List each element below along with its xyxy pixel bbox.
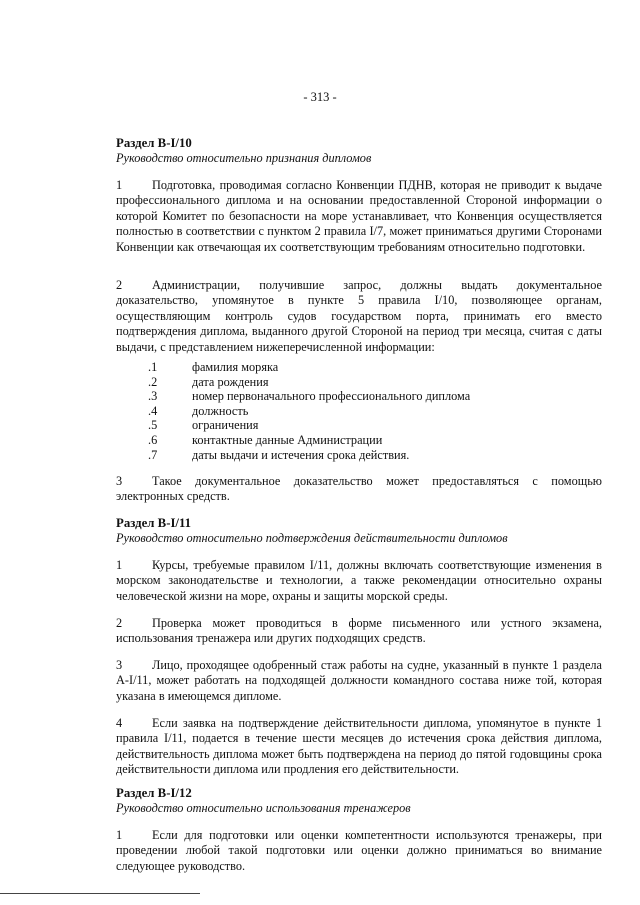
section-heading: Раздел B-I/12	[116, 786, 192, 800]
paragraph-text: Проверка может проводиться в форме письменного или устного экзамена, использования тренажера или других подходящих средств.	[116, 616, 602, 646]
list-item	[148, 433, 470, 448]
list-item	[148, 404, 470, 419]
paragraph-number: 1	[116, 178, 123, 192]
section-heading: Раздел B-I/11	[116, 516, 192, 530]
list-item-text: дата рождения	[192, 374, 269, 389]
paragraph-number: 4	[116, 716, 123, 730]
paragraph-number: 2	[116, 616, 123, 630]
section-subheading: Руководство относительно признания дипломов	[116, 151, 372, 166]
section-b-i-12-header	[116, 786, 602, 817]
paragraph	[116, 278, 602, 355]
list-item-text: фамилия моряка	[192, 360, 279, 374]
paragraph-number: 2	[116, 278, 123, 292]
paragraph-text: Такое документальное доказательство может предоставляться с помощью электронных средств.	[116, 474, 602, 504]
paragraph-number: 1	[116, 558, 123, 572]
list-item-number: .4	[148, 403, 158, 418]
paragraph-text: Если для подготовки или оценки компетентности используются тренажеры, при проведении любой такой подготовки или оценки должно приниматься во внимание следующее руководство.	[116, 828, 602, 873]
paragraph	[116, 658, 602, 704]
list-item-number: .3	[148, 389, 158, 404]
list-item-number: .5	[148, 418, 158, 433]
paragraph	[116, 716, 602, 778]
list-item-number: .6	[148, 432, 158, 447]
list-item-number: .1	[148, 360, 158, 374]
section-b-i-11-header	[116, 516, 602, 547]
paragraph-number: 1	[116, 828, 123, 842]
list-item	[148, 375, 470, 390]
paragraph	[116, 558, 602, 604]
list-item-text: даты выдачи и истечения срока действия.	[192, 447, 410, 462]
list-item	[148, 360, 470, 375]
paragraph	[116, 616, 602, 647]
list-item	[148, 418, 470, 433]
list-item	[148, 448, 470, 463]
list-item	[148, 389, 470, 404]
paragraph	[116, 474, 602, 505]
info-list	[148, 360, 470, 462]
list-item-text: контактные данные Администрации	[192, 432, 383, 447]
page-number: - 313 -	[303, 90, 337, 104]
list-item-text: номер первоначального профессионального диплома	[192, 389, 471, 404]
section-subheading: Руководство относительно подтверждения действительности дипломов	[116, 531, 508, 546]
section-b-i-10-header	[116, 136, 602, 167]
list-item-number: .7	[148, 447, 158, 462]
paragraph-text: Администрации, получившие запрос, должны выдать документальное доказательство, упомянутое в пункте 5 правила I/10, позволяющее органам, осуществляющим контроль судов государством порта, принимать его вместо подтверждения диплома, выданного другой Стороной на период три месяца, считая с даты выдачи, с представлением нижеперечисленной информации:	[116, 278, 602, 354]
paragraph-number: 3	[116, 474, 123, 488]
paragraph-text: Лицо, проходящее одобренный стаж работы на судне, указанный в пункте 1 раздела A-I/11, может работать на подходящей должности командного состава ниже той, которая указана в имеющемся дипломе.	[116, 658, 602, 703]
list-item-text: ограничения	[192, 418, 259, 433]
paragraph	[116, 828, 602, 874]
paragraph-text: Подготовка, проводимая согласно Конвенции ПДНВ, которая не приводит к выдаче профессионального диплома и на основании предоставленной Стороной информации о которой Комитет по безопасности на море устанавливает, что Конвенция осуществляется полностью в соответствии с пунктом 2 правила I/7, может приниматься другими Сторонами Конвенции как отвечающая их соответствующим требованиям относительно подготовки.	[116, 178, 602, 254]
list-item-text: должность	[192, 403, 249, 418]
section-subheading: Руководство относительно использования тренажеров	[116, 801, 411, 816]
footer-divider	[0, 893, 200, 894]
paragraph-text: Если заявка на подтверждение действительности диплома, упомянутое в пункте 1 правила I/11, подается в течение шести месяцев до истечения срока действия диплома, действительность диплома может быть подтверждена на период до пятой годовщины срока действительности диплома или продления его действительности.	[116, 716, 602, 777]
paragraph-text: Курсы, требуемые правилом I/11, должны включать соответствующие изменения в морском законодательстве и технологии, а также рекомендации относительно охраны человеческой жизни на море, охраны и защиты морской среды.	[116, 558, 602, 603]
paragraph	[116, 178, 602, 255]
list-item-number: .2	[148, 374, 158, 389]
paragraph-number: 3	[116, 658, 123, 672]
section-heading: Раздел B-I/10	[116, 136, 192, 150]
